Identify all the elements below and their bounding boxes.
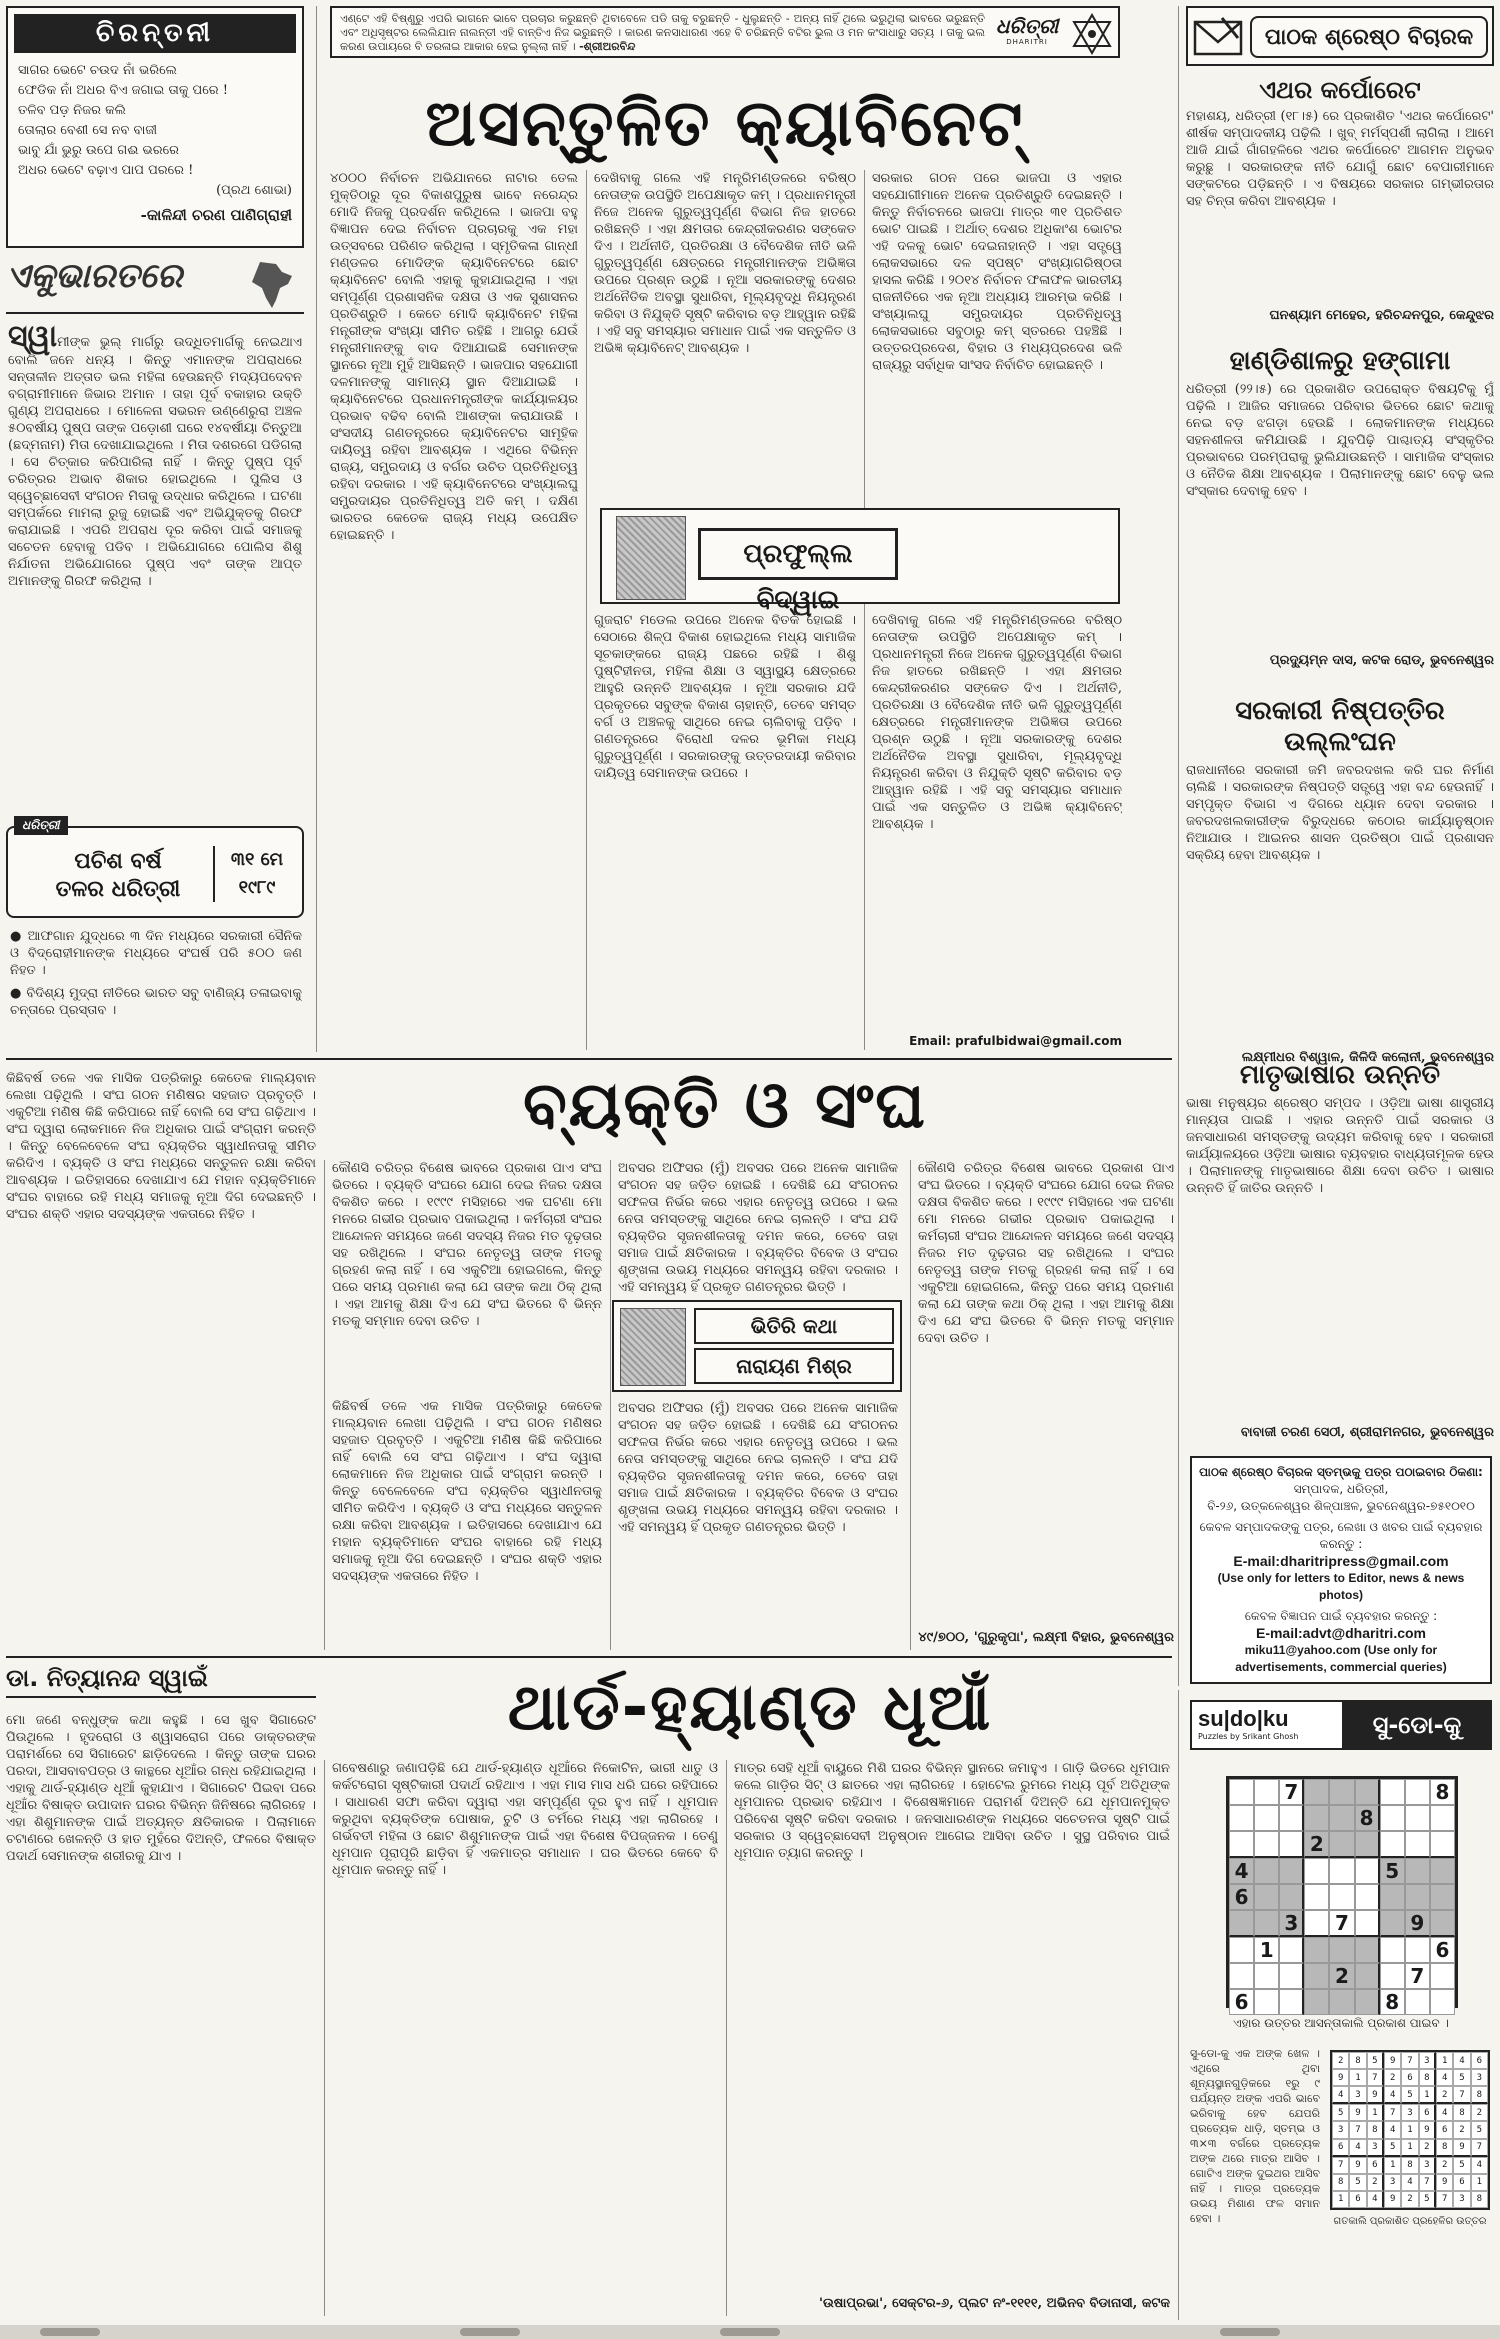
sudoku-cell[interactable] [1304, 1937, 1329, 1963]
second-article-col4: କୌଣସି ଚରିତ୍ର ବିଶେଷ ଭାବରେ ପ୍ରକାଶ ପାଏ ସଂଘ ଭିତରେ । ବ୍ୟକ୍ତି ସଂଘରେ ଯୋଗ ଦେଇ ନିଜର ଦକ୍ଷତା ବିକଶିତ କରେ । ୧୯୯୯ ମସିହାରେ ଏକ ଘଟଣା ମୋ ମନରେ ଗଭୀର ପ୍ରଭାବ ପକାଇଥିଲା । କର୍ମଚାରୀ ସଂଘର ଆନ୍ଦୋଳନ ସମୟରେ ଜଣେ ସଦସ୍ୟ ନିଜର ମତ ଦୃଢ଼ତାର ସହ ରଖିଥିଲେ । ସଂଘର ନେତୃତ୍ୱ ତାଙ୍କ ମତକୁ ଗ୍ରହଣ କଲା ନାହିଁ । ସେ ଏକୁଟିଆ ହୋଇଗଲେ, କିନ୍ତୁ ପରେ ସମୟ ପ୍ରମାଣ କଲା ଯେ ତାଙ୍କ କଥା ଠିକ୍ ଥିଲା । ଏହା ଆମକୁ ଶିକ୍ଷା ଦିଏ ଯେ ସଂଘ ଭିତରେ ବି ଭିନ୍ନ ମତକୁ ସମ୍ମାନ ଦେବା ଉଚିତ । [918, 1161, 1174, 1346]
third-article-address: 'ଉଷାପ୍ରଭା', ସେକ୍ଟର-୬, ପ୍ଲଟ ନଂ-୧୧୧୧, ଅଭିନବ ବିଡାନାସୀ, କଟକ [819, 2296, 1170, 2311]
letter-heading: ହାଣ୍ଡିଶାଳରୁ ହଙ୍ଗାମା [1229, 346, 1451, 376]
solution-cell: 5 [1367, 2052, 1384, 2069]
pachisha-tag: ଧରିତ୍ରୀ [14, 816, 68, 835]
dharitri-logo: ଧରିତ୍ରୀ DHARITRI [995, 14, 1059, 46]
solution-cell: 8 [1471, 2086, 1488, 2104]
sudoku-caption: ଏହାର ଉତ୍ତର ଆସନ୍ତାକାଲି ପ୍ରକାଶ ପାଇବ । [1233, 2016, 1449, 2030]
solution-cell: 6 [1453, 2174, 1470, 2191]
sudoku-cell[interactable] [1304, 1805, 1329, 1831]
sudoku-title: ସୁ-ଡୋ-କୁ [1342, 1702, 1492, 1748]
solution-cell: 1 [1332, 2191, 1349, 2208]
column-divider [864, 170, 865, 1050]
column-divider [1178, 1690, 1179, 2320]
column-divider [586, 170, 587, 1050]
column-divider [1178, 6, 1179, 1686]
sudoku-cell[interactable] [1254, 1858, 1279, 1884]
pachisha-bullet: ● ଆଫଗାନ ଯୁଦ୍ଧରେ ୩ ଦିନ ମଧ୍ୟରେ ସରକାରୀ ସୈନିକ ଓ ବିଦ୍ରୋହୀମାନଙ୍କ ମଧ୍ୟରେ ସଂଘର୍ଷ ପରି ୫୦୦ ଜଣ ନିହତ । [10, 928, 302, 979]
sudoku-cell[interactable] [1329, 1779, 1354, 1805]
india-map-icon [246, 258, 298, 310]
solution-cell: 5 [1471, 2121, 1488, 2138]
poem-line: ସାଗର ଭେଟେ ଚଉଦ ନାଁ ଭରିଲେ [18, 63, 177, 78]
third-article-col2: ଗବେଷଣାରୁ ଜଣାପଡ଼ିଛି ଯେ ଥାର୍ଡ-ହ୍ୟାଣ୍ଡ ଧୂଆଁରେ ନିକୋଟିନ, ଭାରୀ ଧାତୁ ଓ କର୍କଟରୋଗ ସୃଷ୍ଟିକାରୀ ପଦାର୍ଥ ରହିଥାଏ । ଏହା ମାସ ମାସ ଧରି ଘରେ ରହିପାରେ । ସାଧାରଣ ସଫା କରିବା ଦ୍ୱାରା ଏହା ସମ୍ପୂର୍ଣ୍ଣ ଦୂର ହୁଏ ନାହିଁ । ଧୂମପାନ କରୁଥିବା ବ୍ୟକ୍ତିଙ୍କ ପୋଷାକ, ଚୁଟି ଓ ଚର୍ମରେ ମଧ୍ୟ ଏହା ଲାଗିରହେ । ଗର୍ଭବତୀ ମହିଳା ଓ ଛୋଟ ଶିଶୁମାନଙ୍କ ପାଇଁ ଏହା ବିଶେଷ ବିପଜ୍ଜନକ । ତେଣୁ ଧୂମପାନ ପୂରାପୂରି ଛାଡ଼ିବା ହିଁ ଏକମାତ୍ର ସମାଧାନ । ଘର ଭିତରେ କେବେ ବି ଧୂମପାନ କରନ୍ତୁ ନାହିଁ । [332, 1761, 718, 1878]
main-byline-box [600, 508, 1120, 615]
sudoku-cell[interactable] [1329, 1884, 1354, 1910]
sudoku-cell[interactable]: 4 [1229, 1858, 1254, 1884]
info-note-en: advertisements, commercial queries) [1235, 1660, 1447, 1674]
sudoku-cell[interactable] [1355, 1884, 1380, 1910]
solution-cell: 3 [1384, 2174, 1401, 2191]
third-article-col1: ମୋ ଜଣେ ବନ୍ଧୁଙ୍କ କଥା କହୁଛି । ସେ ଖୁବ ସିଗାରେଟ ପିଉଥିଲେ । ହୃଦରୋଗ ଓ ଶ୍ୱାସରୋଗ ପରେ ଡାକ୍ତରଙ୍କ ପରାମର୍ଶରେ ସେ ସିଗାରେଟ ଛାଡ଼ିଦେଲେ । କିନ୍ତୁ ତାଙ୍କ ଘରର ପରଦା, ଆସବାବପତ୍ର ଓ କାନ୍ଥରେ ଧୂଆଁର ଗନ୍ଧ ରହିଯାଇଥିଲା । ଏହାକୁ ଥାର୍ଡ-ହ୍ୟାଣ୍ଡ ଧୂଆଁ କୁହାଯାଏ । ସିଗାରେଟ ପିଇବା ପରେ ଧୂଆଁର ବିଷାକ୍ତ ଉପାଦାନ ଘରର ବିଭିନ୍ନ ଜିନିଷରେ ଲାଗିରହେ । ଏହା ଶିଶୁମାନଙ୍କ ପାଇଁ ଅତ୍ୟନ୍ତ କ୍ଷତିକାରକ । ପିଲାମାନେ ଚଟାଣରେ ଖେଳନ୍ତି ଓ ହାତ ମୁହଁରେ ଦିଅନ୍ତି, ଫଳରେ ବିଷାକ୍ତ ପଦାର୍ଥ ସେମାନଙ୍କ ଶରୀରକୁ ଯାଏ । [6, 1713, 316, 1864]
solution-cell: 9 [1367, 2086, 1384, 2104]
second-article-col2b: କିଛିବର୍ଷ ତଳେ ଏକ ମାସିକ ପତ୍ରିକାରୁ କେତେକ ମାଲ୍ୟବାନ ଲେଖା ପଢ଼ିଥିଲି । ସଂଘ ଗଠନ ମଣିଷର ସହଜାତ ପ୍ରବୃତ୍ତି । ଏକୁଟିଆ ମଣିଷ କିଛି କରିପାରେ ନାହିଁ ବୋଲି ସେ ସଂଘ ଗଢ଼ିଥାଏ । ସଂଘ ଦ୍ୱାରା ଲୋକମାନେ ନିଜ ଅଧିକାର ପାଇଁ ସଂଗ୍ରାମ କରନ୍ତି । କିନ୍ତୁ ବେଳେବେଳେ ସଂଘ ବ୍ୟକ୍ତିର ସ୍ୱାଧୀନତାକୁ ସୀମିତ କରିଦିଏ । ବ୍ୟକ୍ତି ଓ ସଂଘ ମଧ୍ୟରେ ସନ୍ତୁଳନ ରକ୍ଷା କରିବା ଆବଶ୍ୟକ । ଇତିହାସରେ ଦେଖାଯାଏ ଯେ ମହାନ ବ୍ୟକ୍ତିମାନେ ସଂଘର ବାହାରେ ରହି ମଧ୍ୟ ସମାଜକୁ ନୂଆ ଦିଗ ଦେଇଛନ୍ତି । ସଂଘର ଶକ୍ତି ଏହାର ସଦସ୍ୟଙ୍କ ଏକତାରେ ନିହିତ । [332, 1399, 602, 1584]
chirantani-box [6, 6, 304, 248]
ejubharat-body: ସ୍ୱାମୀଙ୍କ ଭୁଲ୍ ମାର୍ଗରୁ ଉଦ୍ଧିତମାର୍ଗକୁ ନେଇଥାଏ ବୋଲି ଜନେ ଧନ୍ୟ । କିନ୍ତୁ ଏମାନଙ୍କ ଅପରାଧରେ ସନ୍ତାଳୀନ ଅତ୍ତାତ ଭଲ ମହିଳା ହେଉଛନ୍ତି ମଦ୍ୟପଦେବନ ବଗ୍ରାମୀମାନେ ଜିଭାର ଅମାନ । ତାହା ପୂର୍ବ ବକାହାର ଉକ୍ତି ଗୁଣ୍ୟ ଅପରାଧରେ । ମୋଳେନା ସଭରନ ଉଣ୍ଣେରୁରା ଅଞ୍ଚଳ ୫୦ବର୍ଷୀୟ ପୁଷ୍ପ ତାଙ୍କ ପଡ଼ୋଶୀ ଘରେ ୧୪ବର୍ଷୀୟା ଚିନ୍ତୁଆ (ଛଦ୍ମନାମ) ମିତା ଦେଖାଯାଇଥିଲେ । ମିତା ଦଶରଗେ ପଡିଗଲା । ସେ ଚିତ୍କାର କରିପାରିଲା ନାହିଁ । କିନ୍ତୁ ପୁଷ୍ପ ପୂର୍ବ ଚରିତ୍ରର ଅଭାବ ଶିକାର ହୋଇଥିଲେ । ପୁଲିସ ଓ ସ୍ୱେଚ୍ଛାସେବୀ ସଂଗଠନ ମିତାକୁ ଉଦ୍ଧାର କରିଥିଲେ । ଘଟଣା ସମ୍ପର୍କରେ ମାମଲା ରୁଜୁ ହୋଇଛି ଏବଂ ଅଭିଯୁକ୍ତକୁ ଗିରଫ କରାଯାଇଛି । ଏପରି ଅପରାଧ ଦୂର କରିବା ପାଇଁ ସମାଜକୁ ସଚେତନ ହେବାକୁ ପଡିବ । ଅଭିଯୋଗରେ ପୋଲିସ ଶିଶୁ ନିର୍ଯାତନା ଅଭିଯୋଗରେ ପୁଷ୍ପ ଏବଂ ତାଙ୍କ ଆପ୍ତ ଅମାନଙ୍କୁ ଗିରଫ କରିଥିଲା । [8, 322, 302, 817]
solution-cell: 6 [1419, 2104, 1436, 2121]
solution-cell: 1 [1349, 2069, 1366, 2086]
sudoku-cell[interactable] [1279, 1805, 1304, 1831]
solution-cell: 2 [1471, 2104, 1488, 2121]
second-article-col2: କୌଣସି ଚରିତ୍ର ବିଶେଷ ଭାବରେ ପ୍ରକାଶ ପାଏ ସଂଘ ଭିତରେ । ବ୍ୟକ୍ତି ସଂଘରେ ଯୋଗ ଦେଇ ନିଜର ଦକ୍ଷତା ବିକଶିତ କରେ । ୧୯୯୯ ମସିହାରେ ଏକ ଘଟଣା ମୋ ମନରେ ଗଭୀର ପ୍ରଭାବ ପକାଇଥିଲା । କର୍ମଚାରୀ ସଂଘର ଆନ୍ଦୋଳନ ସମୟରେ ଜଣେ ସଦସ୍ୟ ନିଜର ମତ ଦୃଢ଼ତାର ସହ ରଖିଥିଲେ । ସଂଘର ନେତୃତ୍ୱ ତାଙ୍କ ମତକୁ ଗ୍ରହଣ କଲା ନାହିଁ । ସେ ଏକୁଟିଆ ହୋଇଗଲେ, କିନ୍ତୁ ପରେ ସମୟ ପ୍ରମାଣ କଲା ଯେ ତାଙ୍କ କଥା ଠିକ୍ ଥିଲା । ଏହା ଆମକୁ ଶିକ୍ଷା ଦିଏ ଯେ ସଂଘ ଭିତରେ ବି ଭିନ୍ନ ମତକୁ ସମ୍ମାନ ଦେବା ଉଚିତ । [332, 1161, 602, 1329]
solution-cell: 5 [1384, 2139, 1401, 2157]
sudoku-cell[interactable] [1380, 1805, 1405, 1831]
letters-info-box [1190, 1456, 1492, 1684]
sudoku-cell[interactable]: 5 [1380, 1858, 1405, 1884]
solution-cell: 4 [1436, 2104, 1453, 2121]
author-photo [616, 516, 686, 600]
sudoku-cell[interactable]: 2 [1329, 1963, 1354, 1989]
sudoku-cell[interactable] [1229, 1779, 1254, 1805]
sudoku-cell[interactable] [1254, 1831, 1279, 1858]
solution-cell: 1 [1367, 2104, 1384, 2121]
solution-cell: 7 [1367, 2069, 1384, 2086]
sudoku-cell[interactable] [1380, 1910, 1405, 1937]
poem-line: ଫେଡିକ ନାଁ ଅଧର ବିଏ ଜଗାଇ ତାକୁ ପରେ ! [18, 83, 229, 98]
solution-cell: 2 [1367, 2174, 1384, 2191]
solution-cell: 5 [1332, 2104, 1349, 2121]
info-note: କେବଳ ବିଜ୍ଞାପନ ପାଇଁ ବ୍ୟବହାର କରନ୍ତୁ : [1244, 1609, 1438, 1623]
sudoku-cell[interactable]: 7 [1329, 1910, 1354, 1937]
info-address: ବି-୨୬, ଉତ୍କଳେଶ୍ୱର ଶିଳ୍ପାଞ୍ଚଳ, ଭୁବନେଶ୍ୱର-୭୫୧୦୧୦ [1207, 1499, 1475, 1513]
sudoku-cell[interactable] [1380, 1884, 1405, 1910]
solution-cell: 5 [1349, 2174, 1366, 2191]
letter-body: ଭାଷା ମନୁଷ୍ୟର ଶ୍ରେଷ୍ଠ ସମ୍ପଦ । ଓଡ଼ିଆ ଭାଷା ଶାସ୍ତ୍ରୀୟ ମାନ୍ୟତା ପାଇଛି । ଏହାର ଉନ୍ନତି ପାଇଁ ସରକାର ଓ ଜନସାଧାରଣ ସମସ୍ତଙ୍କୁ ଉଦ୍ୟମ କରିବାକୁ ହେବ । ସରକାରୀ କାର୍ଯ୍ୟାଳୟରେ ଓଡ଼ିଆ ଭାଷାର ବ୍ୟବହାର ବାଧ୍ୟତାମୂଳକ ହେଉ । ପିଲାମାନଙ୍କୁ ମାତୃଭାଷାରେ ଶିକ୍ଷା ଦେବା ଉଚିତ । ଭାଷାର ଉନ୍ନତି ହିଁ ଜାତିର ଉନ୍ନତି । [1186, 1096, 1494, 1196]
solution-cell: 4 [1436, 2069, 1453, 2086]
sudoku-cell[interactable]: 9 [1405, 1910, 1430, 1937]
sudoku-cell[interactable] [1355, 1910, 1380, 1937]
solution-cell: 4 [1349, 2139, 1366, 2157]
poem-source: (ପ୍ରଥ ଶୋଭା) [216, 183, 292, 198]
byline-title: ଭିତିରି କଥା [694, 1308, 894, 1344]
solution-cell: 6 [1367, 2157, 1384, 2174]
third-author-header: ଡା. ନିତ୍ୟାନନ୍ଦ ସ୍ୱାଇଁ [6, 1664, 316, 1698]
solution-cell: 3 [1453, 2191, 1470, 2208]
solution-cell: 4 [1471, 2157, 1488, 2174]
solution-cell: 8 [1401, 2157, 1418, 2174]
solution-cell: 8 [1471, 2191, 1488, 2208]
sudoku-cell[interactable] [1380, 1937, 1405, 1963]
sudoku-grid[interactable] [1226, 1776, 1458, 2014]
letter-1 [1186, 76, 1494, 342]
sudoku-rules: ସୁ-ଡୋ-କୁ ଏକ ଅଙ୍କ ଖେଳ । ଏଥିରେ ଥିବା ଶୂନ୍ୟସ୍ଥାନଗୁଡ଼ିକରେ ୧ରୁ ୯ ପର୍ଯ୍ୟନ୍ତ ଅଙ୍କ ଏପରି ଭାବେ ଭରିବାକୁ ହେବ ଯେପରି ପ୍ରତ୍ୟେକ ଧାଡ଼ି, ସ୍ତମ୍ଭ ଓ ୩×୩ ବର୍ଗରେ ପ୍ରତ୍ୟେକ ଅଙ୍କ ଥରେ ମାତ୍ର ଆସିବ । ଗୋଟିଏ ଅଙ୍କ ଦୁଇଥର ଆସିବ ନାହିଁ । ମାତ୍ର ପ୍ରତ୍ୟେକ ଉଭୟ ମିଶାଣ ଫଳ ସମାନ ହେବା । [1190, 2047, 1320, 2225]
sudoku-cell[interactable] [1279, 1937, 1304, 1963]
letter-heading: ସରକାରୀ ନିଷ୍ପତ୍ତିର ଉଲ୍ଲଂଘନ [1235, 696, 1445, 757]
ejubharat-title: ଏକୁଭାରତରେ [6, 256, 183, 296]
sudoku-cell[interactable]: 7 [1405, 1963, 1430, 1989]
solution-cell: 3 [1401, 2104, 1418, 2121]
sudoku-cell[interactable] [1254, 1779, 1279, 1805]
sudoku-cell[interactable] [1329, 1858, 1354, 1884]
solution-cell: 1 [1436, 2052, 1453, 2069]
solution-cell: 8 [1367, 2121, 1384, 2138]
solution-cell: 2 [1436, 2086, 1453, 2104]
solution-cell: 6 [1349, 2191, 1366, 2208]
sudoku-cell[interactable] [1254, 1884, 1279, 1910]
ejubharat-header [6, 256, 304, 314]
solution-cell: 4 [1453, 2052, 1470, 2069]
solution-cell: 9 [1384, 2052, 1401, 2069]
sudoku-cell[interactable]: 1 [1254, 1937, 1279, 1963]
sudoku-cell[interactable] [1229, 1910, 1254, 1937]
section-divider [6, 1656, 1172, 1658]
sudoku-cell[interactable] [1380, 1779, 1405, 1805]
solution-cell: 2 [1453, 2121, 1470, 2138]
sudoku-cell[interactable] [1430, 1910, 1455, 1937]
sudoku-cell[interactable] [1355, 1831, 1380, 1858]
solution-cell: 1 [1401, 2139, 1418, 2157]
masthead-quote-box [330, 6, 1120, 58]
letter-4 [1186, 1060, 1494, 1446]
sudoku-cell[interactable] [1329, 1989, 1354, 2015]
info-note-en: (Use only for letters to Editor, news & news photos) [1217, 1571, 1465, 1602]
main-article-col3: ସରକାର ଗଠନ ପରେ ଭାଜପା ଓ ଏହାର ସହଯୋଗୀମାନେ ଅନେକ ପ୍ରତିଶ୍ରୁତି ଦେଇଛନ୍ତି । କିନ୍ତୁ ନିର୍ବାଚନରେ ଭାଜପା ମାତ୍ର ୩୧ ପ୍ରତିଶତ ଭୋଟ ପାଇଛି । ଅର୍ଥାତ୍ ଦେଶର ଅଧିକାଂଶ ଭୋଟର ଏହି ଦଳକୁ ଭୋଟ ଦେଇନାହାନ୍ତି । ଏହା ସତ୍ତ୍ୱେ ଲୋକସଭାରେ ଦଳ ସ୍ପଷ୍ଟ ସଂଖ୍ୟାଗରିଷ୍ଠତା ହାସଲ କରିଛି । ୨୦୧୪ ନିର୍ବାଚନ ଫଳାଫଳ ଭାରତୀୟ ରାଜନୀତିରେ ଏକ ନୂଆ ଅଧ୍ୟାୟ ଆରମ୍ଭ କରିଛି । ସଂଖ୍ୟାଲଘୁ ସମ୍ପ୍ରଦାୟର ପ୍ରତିନିଧିତ୍ୱ ଲୋକସଭାରେ ସବୁଠାରୁ କମ୍ ସ୍ତରରେ ପହଞ୍ଚିଛି । ଉତ୍ତରପ୍ରଦେଶ, ବିହାର ଓ ମଧ୍ୟପ୍ରଦେଶ ଭଳି ରାଜ୍ୟରୁ ସର୍ବାଧିକ ସାଂସଦ ନିର୍ବାଚିତ ହୋଇଛନ୍ତି । [872, 171, 1122, 373]
sudoku-cell[interactable]: 8 [1430, 1779, 1455, 1805]
solution-caption: ଗତକାଲି ପ୍ରକାଶିତ ପ୍ରହେଳିର ଉତ୍ତର [1333, 2216, 1487, 2227]
info-address: ସମ୍ପାଦକ, ଧରିତ୍ରୀ, [1293, 1482, 1389, 1496]
sudoku-cell[interactable] [1304, 1989, 1329, 2015]
advt-email-link[interactable]: E-mail:advt@dharitri.com [1255, 1625, 1427, 1641]
solution-cell: 2 [1401, 2191, 1418, 2208]
solution-cell: 3 [1349, 2086, 1366, 2104]
column-divider [324, 1760, 325, 2316]
solution-cell: 5 [1453, 2069, 1470, 2086]
solution-cell: 8 [1349, 2052, 1366, 2069]
solution-cell: 3 [1332, 2121, 1349, 2138]
sudoku-logo: su|do|ku Puzzles by Srikant Ghosh [1198, 1706, 1299, 1741]
main-article-col2: ଦେଖିବାକୁ ଗଲେ ଏହି ମନ୍ତ୍ରିମଣ୍ଡଳରେ ବରିଷ୍ଠ ନେତାଙ୍କ ଉପସ୍ଥିତି ଅପେକ୍ଷାକୃତ କମ୍ । ପ୍ରଧାନମନ୍ତ୍ରୀ ନିଜେ ଅନେକ ଗୁରୁତ୍ୱପୂର୍ଣ୍ଣ ବିଭାଗ ନିଜ ହାତରେ ରଖିଛନ୍ତି । ଏହା କ୍ଷମତାର କେନ୍ଦ୍ରୀକରଣର ସଙ୍କେତ ଦିଏ । ଅର୍ଥନୀତି, ପ୍ରତିରକ୍ଷା ଓ ବୈଦେଶିକ ନୀତି ଭଳି ଗୁରୁତ୍ୱପୂର୍ଣ୍ଣ କ୍ଷେତ୍ରରେ ମନ୍ତ୍ରୀମାନଙ୍କ ଅଭିଜ୍ଞତା ଉପରେ ପ୍ରଶ୍ନ ଉଠୁଛି । ନୂଆ ସରକାରଙ୍କୁ ଦେଶର ଅର୍ଥନୈତିକ ଅବସ୍ଥା ସୁଧାରିବା, ମୂଲ୍ୟବୃଦ୍ଧି ନିୟନ୍ତ୍ରଣ କରିବା ଓ ନିଯୁକ୍ତି ସୃଷ୍ଟି କରିବାର ବଡ଼ ଆହ୍ୱାନ ରହିଛି । ଏହି ସବୁ ସମସ୍ୟାର ସମାଧାନ ପାଇଁ ଏକ ସନ୍ତୁଳିତ ଓ ଅଭିଜ୍ଞ କ୍ୟାବିନେଟ୍ ଆବଶ୍ୟକ । [594, 171, 856, 356]
sudoku-cell[interactable] [1229, 1831, 1254, 1858]
reader-title: ପାଠକ ଶ୍ରେଷ୍ଠ ବିଚାରକ [1250, 16, 1488, 58]
main-article-col1: ୪୦୦୦ ନିର୍ବାଚନ ଅଭିଯାନରେ ନାଟାର ତେଲ ମୁକ୍ତିଠାରୁ ଦୂର ବିକାଶପୁରୁଷ ଭାବେ ନରେନ୍ଦ୍ର ମୋଦି ନିଜକୁ ପ୍ରଦର୍ଶନ କରିଥିଲେ । ଭାଜପା ବହୁ ବିଜ୍ଞାପନ ଦେଇ ନିର୍ବାଚନ ପ୍ରଚାରକୁ ଏକ ମହା ଉତ୍ସବରେ ପରିଣତ କରିଥିଲା । ସ୍ମୃତିକଳା ଗାନ୍ଧୀ ମଣ୍ଡଳର ମୋଦିଙ୍କ କ୍ୟାବିନେଟରେ ଛୋଟ କ୍ୟାବିନେଟ ବୋଲି ଏହାକୁ କୁହାଯାଇଥିଲା । ଏହା ସମ୍ପୂର୍ଣ୍ଣ ପ୍ରଶାସନିକ ଦକ୍ଷତା ଓ ଏକ ସୁଶାସନର ପ୍ରତିଶ୍ରୁତି । କେତେ ମୋଦି କ୍ୟାବିନେଟ ମହିଳା ମନ୍ତ୍ରୀଙ୍କ ସଂଖ୍ୟା ସୀମିତ ରହିଛି । ଆଗରୁ ଯେଉଁ ମନ୍ତ୍ରୀମାନଙ୍କୁ ବାଦ ଦିଆଯାଇଛି ସେମାନଙ୍କ ସ୍ଥାନରେ ନୂଆ ମୁହଁ ଆସିଛନ୍ତି । ଭାଜପାର ସହଯୋଗୀ ଦଳମାନଙ୍କୁ ସାମାନ୍ୟ ସ୍ଥାନ ଦିଆଯାଇଛି । କ୍ୟାବିନେଟରେ ପ୍ରଧାନମନ୍ତ୍ରୀଙ୍କ କାର୍ଯ୍ୟାଳୟର ପ୍ରଭାବ ବଢିବ ବୋଲି ଆଶଙ୍କା କରାଯାଉଛି । ସଂସଦୀୟ ଗଣତନ୍ତ୍ରରେ କ୍ୟାବିନେଟର ସାମୂହିକ ଦାୟିତ୍ୱ ରହିବା ଆବଶ୍ୟକ । ଏଥିରେ ବିଭିନ୍ନ ରାଜ୍ୟ, ସମ୍ପ୍ରଦାୟ ଓ ବର୍ଗର ଉଚିତ ପ୍ରତିନିଧିତ୍ୱ ରହିବା ଦରକାର । ଏହି କ୍ୟାବିନେଟରେ ସଂଖ୍ୟାଲଘୁ ସମ୍ପ୍ରଦାୟର ପ୍ରତିନିଧିତ୍ୱ ଅତି କମ୍ । ଦକ୍ଷିଣ ଭାରତର କେତେକ ରାଜ୍ୟ ମଧ୍ୟ ଉପେକ୍ଷିତ ହୋଇଛନ୍ତି । [330, 171, 578, 543]
solution-cell: 9 [1332, 2069, 1349, 2086]
sudoku-cell[interactable] [1229, 1805, 1254, 1831]
second-headline: ବ୍ୟକ୍ତି ଓ ସଂଘ [523, 1069, 927, 1143]
author-photo [620, 1308, 686, 1386]
solution-cell: 5 [1401, 2086, 1418, 2104]
sudoku-cell[interactable] [1229, 1963, 1254, 1989]
third-article-col3: ମାତ୍ର ସେହି ଧୂଆଁ ବାୟୁରେ ମିଶି ଘରର ବିଭିନ୍ନ ସ୍ଥାନରେ ଜମାହୁଏ । ଗାଡ଼ି ଭିତରେ ଧୂମପାନ କଲେ ଗାଡ଼ିର ସିଟ୍ ଓ ଛାତରେ ଏହା ଲାଗିରହେ । ହୋଟେଲ ରୁମରେ ମଧ୍ୟ ପୂର୍ବ ଅତିଥିଙ୍କ ଧୂମପାନର ପ୍ରଭାବ ରହିଯାଏ । ବିଶେଷଜ୍ଞମାନେ ପରାମର୍ଶ ଦିଅନ୍ତି ଯେ ଧୂମପାନମୁକ୍ତ ପରିବେଶ ସୃଷ୍ଟି କରିବା ଦରକାର । ଜନସାଧାରଣଙ୍କ ମଧ୍ୟରେ ସଚେତନତା ସୃଷ୍ଟି ପାଇଁ ସରକାର ଓ ସ୍ୱେଚ୍ଛାସେବୀ ଅନୁଷ୍ଠାନ ଆଗେଇ ଆସିବା ଉଚିତ । ସୁସ୍ଥ ପରିବାର ପାଇଁ ଧୂମପାନ ତ୍ୟାଗ କରନ୍ତୁ । [734, 1761, 1170, 1861]
solution-cell: 7 [1349, 2121, 1366, 2138]
sudoku-cell[interactable] [1355, 1779, 1380, 1805]
sudoku-cell[interactable] [1355, 1937, 1380, 1963]
solution-cell: 5 [1453, 2157, 1470, 2174]
sudoku-cell[interactable] [1304, 1910, 1329, 1937]
solution-cell: 6 [1401, 2069, 1418, 2086]
poem-author: -କାଳିନ୍ଦୀ ଚରଣ ପାଣିଗ୍ରାହୀ [140, 206, 292, 224]
sudoku-cell[interactable] [1405, 1779, 1430, 1805]
letter-body: ଧରିତ୍ରୀ (୨୨।୫) ରେ ପ୍ରକାଶିତ ଉପରୋକ୍ତ ବିଷୟଟିକୁ ମୁଁ ପଢ଼ିଲି । ଆଜିର ସମାଜରେ ପରିବାର ଭିତରେ ଛୋଟ କଥାକୁ ନେଇ ବଡ଼ ଝଗଡ଼ା ହେଉଛି । ଲୋକମାନଙ୍କ ମଧ୍ୟରେ ସହନଶୀଳତା କମିଯାଉଛି । ଯୁବପିଢ଼ି ପାଶ୍ଚାତ୍ୟ ସଂସ୍କୃତିର ପ୍ରଭାବରେ ପରମ୍ପରାକୁ ଭୁଲିଯାଉଛନ୍ତି । ସାମାଜିକ ସଂସ୍କାର ଓ ନୈତିକ ଶିକ୍ଷା ଆବଶ୍ୟକ । ପିଲାମାନଙ୍କୁ ଛୋଟ ବେଳୁ ଭଲ ସଂସ୍କାର ଦେବାକୁ ହେବ । [1186, 382, 1494, 499]
solution-cell: 6 [1332, 2139, 1349, 2157]
solution-cell: 9 [1453, 2139, 1470, 2157]
star-emblem-icon [1070, 12, 1114, 56]
solution-cell: 3 [1367, 2139, 1384, 2157]
ejubharat-dropcap: ସ୍ୱା [8, 322, 58, 354]
solution-cell: 8 [1419, 2069, 1436, 2086]
sudoku-cell[interactable] [1430, 1858, 1455, 1884]
solution-cell: 8 [1436, 2139, 1453, 2157]
column-divider [910, 1160, 911, 1650]
solution-cell: 4 [1367, 2191, 1384, 2208]
sudoku-cell[interactable] [1304, 1884, 1329, 1910]
sudoku-cell[interactable] [1405, 1937, 1430, 1963]
solution-cell: 5 [1419, 2191, 1436, 2208]
solution-cell: 1 [1401, 2121, 1418, 2138]
second-article-address: ୪୯/୭୦୦, 'ଗୁରୁକୃପା', ଲକ୍ଷ୍ମୀ ବିହାର, ଭୁବନେଶ୍ୱର [918, 1630, 1174, 1645]
poem-line: ଭାବୁ ଯାଁ ଭୁରୁ ଉପେ ଗଈ ଭରରେ [18, 143, 179, 158]
main-byline-name: ପ୍ରଫୁଲ୍ଲ ବିଦ୍ୱାଇ [698, 528, 898, 580]
solution-cell: 9 [1349, 2104, 1366, 2121]
sudoku-cell[interactable] [1380, 1831, 1405, 1858]
reader-header [1186, 6, 1494, 66]
solution-cell: 7 [1419, 2174, 1436, 2191]
sudoku-cell[interactable] [1279, 1858, 1304, 1884]
byline-name: ନାରାୟଣ ମିଶ୍ର [694, 1348, 894, 1384]
solution-cell: 4 [1332, 2086, 1349, 2104]
sudoku-cell[interactable] [1355, 1963, 1380, 1989]
sudoku-cell[interactable] [1254, 1910, 1279, 1937]
envelope-pen-icon [1192, 14, 1244, 60]
sudoku-cell[interactable]: 6 [1430, 1937, 1455, 1963]
solution-cell: 1 [1384, 2157, 1401, 2174]
column-divider [726, 1760, 727, 2316]
sudoku-cell[interactable] [1329, 1937, 1354, 1963]
sudoku-cell[interactable] [1405, 1858, 1430, 1884]
solution-cell: 6 [1436, 2121, 1453, 2138]
solution-cell: 2 [1332, 2052, 1349, 2069]
solution-cell: 7 [1471, 2139, 1488, 2157]
sudoku-header [1190, 1700, 1492, 1750]
second-article-col3b: ଅବସର ଅଫିସର (ମୁଁ) ଅବସର ପରେ ଅନେକ ସାମାଜିକ ସଂଗଠନ ସହ ଜଡ଼ିତ ହୋଇଛି । ଦେଖିଛି ଯେ ସଂଗଠନର ସଫଳତା ନିର୍ଭର କରେ ଏହାର ନେତୃତ୍ୱ ଉପରେ । ଭଲ ନେତା ସମସ୍ତଙ୍କୁ ସାଥିରେ ନେଇ ଚାଲନ୍ତି । ସଂଘ ଯଦି ବ୍ୟକ୍ତିର ସୃଜନଶୀଳତାକୁ ଦମନ କରେ, ତେବେ ତାହା ସମାଜ ପାଇଁ କ୍ଷତିକାରକ । ବ୍ୟକ୍ତିର ବିବେକ ଓ ସଂଘର ଶୃଙ୍ଖଳା ଉଭୟ ମଧ୍ୟରେ ସମନ୍ୱୟ ରହିବା ଦରକାର । ଏହି ସମନ୍ୱୟ ହିଁ ପ୍ରକୃତ ଗଣତନ୍ତ୍ରର ଭିତ୍ତି । [618, 1401, 898, 1535]
pachisha-bullets [10, 928, 302, 1048]
solution-cell: 4 [1384, 2121, 1401, 2138]
quote-attribution: -ଶ୍ରୀଅରବିନ୍ଦ [579, 40, 636, 53]
sudoku-cell[interactable] [1254, 1989, 1279, 2015]
column-divider [610, 1160, 611, 1650]
sudoku-cell[interactable]: 2 [1304, 1831, 1329, 1858]
sudoku-cell[interactable] [1279, 1963, 1304, 1989]
sudoku-cell[interactable] [1405, 1805, 1430, 1831]
solution-cell: 7 [1436, 2191, 1453, 2208]
solution-cell: 7 [1401, 2052, 1418, 2069]
solution-cell: 3 [1419, 2052, 1436, 2069]
sudoku-cell[interactable] [1279, 1989, 1304, 2015]
sudoku-cell[interactable] [1430, 1831, 1455, 1858]
poem-line: ତଳିବ ପଡ଼ ନିଜର କଲି [18, 103, 126, 118]
sudoku-cell[interactable] [1254, 1805, 1279, 1831]
masthead-quote: ଏଣ୍ଟେ ଏହି ବିଷ୍ଣୁରୁ ଏପରି ଭାଗନେ ଭାବେ ପ୍ରଚାର କରୁଛନ୍ତି ଥିବାବେଳେ ପଡି ତାକୁ ବରୁଛନ୍ତି - ଧୁଲୁଛନ୍ତି - ଅନ୍ୟ ନାହିଁ ଥିଲେ ଭରୁଥିଲା ଭାବରେ ଭରୁଛନ୍ତି ଏବଂ ଅଧିସୃଷ୍ଟର ଲେଲିଯାନ ନାଲନ୍ତୀ ଏହି ବାନ୍ତିଏ ନିଜ ଭରୁଛନ୍ତି । କାରଣ କନସାଧାରଣ ଏହେ ବି ଚରିଛନ୍ତି ବଟିର ଭୁଲ ଓ ମନ କଂସାଧାରୁ ସତ୍ୟ । ତାକୁ ଭଲ କରଣ ଉପାୟରେ ବି ତରଳାଇ ଆକାର ହେଇ ନୁଲ୍ଲା ନାହିଁ । -ଶ୍ରୀଅରବିନ୍ଦ [340, 12, 985, 53]
main-article-col3b: ଦେଖିବାକୁ ଗଲେ ଏହି ମନ୍ତ୍ରିମଣ୍ଡଳରେ ବରିଷ୍ଠ ନେତାଙ୍କ ଉପସ୍ଥିତି ଅପେକ୍ଷାକୃତ କମ୍ । ପ୍ରଧାନମନ୍ତ୍ରୀ ନିଜେ ଅନେକ ଗୁରୁତ୍ୱପୂର୍ଣ୍ଣ ବିଭାଗ ନିଜ ହାତରେ ରଖିଛନ୍ତି । ଏହା କ୍ଷମତାର କେନ୍ଦ୍ରୀକରଣର ସଙ୍କେତ ଦିଏ । ଅର୍ଥନୀତି, ପ୍ରତିରକ୍ଷା ଓ ବୈଦେଶିକ ନୀତି ଭଳି ଗୁରୁତ୍ୱପୂର୍ଣ୍ଣ କ୍ଷେତ୍ରରେ ମନ୍ତ୍ରୀମାନଙ୍କ ଅଭିଜ୍ଞତା ଉପରେ ପ୍ରଶ୍ନ ଉଠୁଛି । ନୂଆ ସରକାରଙ୍କୁ ଦେଶର ଅର୍ଥନୈତିକ ଅବସ୍ଥା ସୁଧାରିବା, ମୂଲ୍ୟବୃଦ୍ଧି ନିୟନ୍ତ୍ରଣ କରିବା ଓ ନିଯୁକ୍ତି ସୃଷ୍ଟି କରିବାର ବଡ଼ ଆହ୍ୱାନ ରହିଛି । ଏହି ସବୁ ସମସ୍ୟାର ସମାଧାନ ପାଇଁ ଏକ ସନ୍ତୁଳିତ ଓ ଅଭିଜ୍ଞ କ୍ୟାବିନେଟ୍ ଆବଶ୍ୟକ । [872, 613, 1122, 832]
sudoku-cell[interactable] [1380, 1963, 1405, 1989]
solution-cell: 4 [1384, 2086, 1401, 2104]
sudoku-cell[interactable] [1254, 1963, 1279, 1989]
letter-heading: ଏଥର କର୍ପୋରେଟ [1259, 76, 1421, 104]
column-divider [324, 1160, 325, 1650]
sudoku-cell[interactable] [1355, 1989, 1380, 2015]
poem-line: ତୋଲାର ବେଶୀ ସେ ନବ ବାଜୀ [18, 123, 158, 138]
solution-cell: 9 [1436, 2174, 1453, 2191]
letter-2 [1186, 346, 1494, 688]
advt-email-link-2[interactable]: miku11@yahoo.com (Use only for [1244, 1643, 1438, 1657]
sudoku-cell[interactable]: 8 [1380, 1989, 1405, 2015]
second-article-col3: ଅବସର ଅଫିସର (ମୁଁ) ଅବସର ପରେ ଅନେକ ସାମାଜିକ ସଂଗଠନ ସହ ଜଡ଼ିତ ହୋଇଛି । ଦେଖିଛି ଯେ ସଂଗଠନର ସଫଳତା ନିର୍ଭର କରେ ଏହାର ନେତୃତ୍ୱ ଉପରେ । ଭଲ ନେତା ସମସ୍ତଙ୍କୁ ସାଥିରେ ନେଇ ଚାଲନ୍ତି । ସଂଘ ଯଦି ବ୍ୟକ୍ତିର ସୃଜନଶୀଳତାକୁ ଦମନ କରେ, ତେବେ ତାହା ସମାଜ ପାଇଁ କ୍ଷତିକାରକ । ବ୍ୟକ୍ତିର ବିବେକ ଓ ସଂଘର ଶୃଙ୍ଖଳା ଉଭୟ ମଧ୍ୟରେ ସମନ୍ୱୟ ରହିବା ଦରକାର । ଏହି ସମନ୍ୱୟ ହିଁ ପ୍ରକୃତ ଗଣତନ୍ତ୍ରର ଭିତ୍ତି । [618, 1161, 898, 1295]
solution-cell: 2 [1436, 2157, 1453, 2174]
sudoku-solution-grid [1330, 2050, 1490, 2210]
solution-cell: 3 [1419, 2157, 1436, 2174]
sudoku-cell[interactable] [1304, 1858, 1329, 1884]
sudoku-cell[interactable] [1430, 1805, 1455, 1831]
sudoku-cell[interactable]: 8 [1355, 1805, 1380, 1831]
second-article-col1: କିଛିବର୍ଷ ତଳେ ଏକ ମାସିକ ପତ୍ରିକାରୁ କେତେକ ମାଲ୍ୟବାନ ଲେଖା ପଢ଼ିଥିଲି । ସଂଘ ଗଠନ ମଣିଷର ସହଜାତ ପ୍ରବୃତ୍ତି । ଏକୁଟିଆ ମଣିଷ କିଛି କରିପାରେ ନାହିଁ ବୋଲି ସେ ସଂଘ ଗଢ଼ିଥାଏ । ସଂଘ ଦ୍ୱାରା ଲୋକମାନେ ନିଜ ଅଧିକାର ପାଇଁ ସଂଗ୍ରାମ କରନ୍ତି । କିନ୍ତୁ ବେଳେବେଳେ ସଂଘ ବ୍ୟକ୍ତିର ସ୍ୱାଧୀନତାକୁ ସୀମିତ କରିଦିଏ । ବ୍ୟକ୍ତି ଓ ସଂଘ ମଧ୍ୟରେ ସନ୍ତୁଳନ ରକ୍ଷା କରିବା ଆବଶ୍ୟକ । ଇତିହାସରେ ଦେଖାଯାଏ ଯେ ମହାନ ବ୍ୟକ୍ତିମାନେ ସଂଘର ବାହାରେ ରହି ମଧ୍ୟ ସମାଜକୁ ନୂଆ ଦିଗ ଦେଇଛନ୍ତି । ସଂଘର ଶକ୍ତି ଏହାର ସଦସ୍ୟଙ୍କ ଏକତାରେ ନିହିତ । [6, 1071, 316, 1222]
solution-cell: 2 [1384, 2069, 1401, 2086]
sudoku-cell[interactable] [1405, 1831, 1430, 1858]
pachisha-box [6, 818, 304, 918]
solution-cell: 1 [1471, 2174, 1488, 2191]
sudoku-cell[interactable]: 3 [1279, 1910, 1304, 1937]
sudoku-cell[interactable] [1355, 1858, 1380, 1884]
second-byline-box [612, 1300, 902, 1392]
poem-line: ଅଧର ଭେଟେ ବଢ଼ାଏ ପାପ ପରରେ ! [18, 163, 194, 178]
solution-cell: 1 [1419, 2086, 1436, 2104]
third-headline: ଥାର୍ଡ-ହ୍ୟାଣ୍ଡ ଧୂଆଁ [507, 1671, 993, 1745]
sudoku-cell[interactable]: 6 [1229, 1884, 1254, 1910]
solution-cell: 8 [1332, 2174, 1349, 2191]
sudoku-cell[interactable] [1279, 1884, 1304, 1910]
sudoku-cell[interactable] [1329, 1831, 1354, 1858]
main-article-email: Email: prafulbidwai@gmail.com [909, 1034, 1122, 1048]
pachisha-title: ପଚିଶ ବର୍ଷ ତଳର ଧରିତ୍ରୀ [55, 849, 181, 902]
solution-cell: 7 [1384, 2104, 1401, 2121]
sudoku-cell[interactable]: 6 [1229, 1989, 1254, 2015]
info-title: ପାଠକ ଶ୍ରେଷ୍ଠ ବିଚାରକ ସ୍ତମ୍ଭକୁ ପତ୍ର ପଠାଇବାର ଠିକଣା: [1199, 1465, 1483, 1479]
sudoku-cell[interactable] [1304, 1963, 1329, 1989]
chirantani-title: ଚିରନ୍ତନୀ [14, 14, 296, 53]
column-divider [316, 6, 317, 1052]
sudoku-cell[interactable] [1279, 1831, 1304, 1858]
sudoku-cell[interactable] [1329, 1805, 1354, 1831]
solution-cell: 8 [1453, 2104, 1470, 2121]
letter-body: ମହାଶୟ, ଧରିତ୍ରୀ (୧୮।୫) ରେ ପ୍ରକାଶିତ 'ଏଥର କର୍ପୋରେଟ' ଶୀର୍ଷକ ସମ୍ପାଦକୀୟ ପଢ଼ିଲି । ଖୁବ୍ ମର୍ମସ୍ପର୍ଶୀ ଲାଗିଲା । ଆମେ ଆଜି ଯାଇଁ ଗାଁଗହଳିରେ ଏଥର କର୍ପୋରେଟ ଆଗମନ ଅନୁଭବ କରୁଛୁ । ସରକାରଙ୍କ ନୀତି ଯୋଗୁଁ ଛୋଟ ବେପାରୀମାନେ ସଙ୍କଟରେ ପଡ଼ିଛନ୍ତି । ଏ ବିଷୟରେ ସରକାର ଗମ୍ଭୀରତାର ସହ ଚିନ୍ତା କରିବା ଆବଶ୍ୟକ । [1186, 109, 1494, 209]
solution-cell: 9 [1419, 2121, 1436, 2138]
editor-email-link[interactable]: E-mail:dharitripress@gmail.com [1233, 1553, 1449, 1569]
letter-author: ବାବାଜୀ ଚରଣ ସେଠୀ, ଶ୍ରୀରାମନଗର, ଭୁବନେଶ୍ୱର [1240, 1425, 1494, 1440]
letter-body: ରାଜଧାନୀରେ ସରକାରୀ ଜମି ଜବରଦଖଲ କରି ଘର ନିର୍ମାଣ ଚାଲିଛି । ସରକାରଙ୍କ ନିଷ୍ପତ୍ତି ସତ୍ତ୍ୱେ ଏହା ବନ୍ଦ ହେଉନାହିଁ । ସମ୍ପୃକ୍ତ ବିଭାଗ ଏ ଦିଗରେ ଧ୍ୟାନ ଦେବା ଦରକାର । ଜବରଦଖଲକାରୀଙ୍କ ବିରୁଦ୍ଧରେ କଠୋର କାର୍ଯ୍ୟାନୁଷ୍ଠାନ ନିଆଯାଉ । ଆଇନର ଶାସନ ପ୍ରତିଷ୍ଠା ପାଇଁ ପ୍ରଶାସନ ସକ୍ରିୟ ହେବା ଆବଶ୍ୟକ । [1186, 763, 1494, 863]
solution-cell: 6 [1471, 2052, 1488, 2069]
letter-author: ଲକ୍ଷ୍ମୀଧର ବିଶ୍ୱାଳ, କିଳିଦି କଲୋନୀ, ଭୁବନେଶ୍ୱର [1241, 1050, 1494, 1065]
sudoku-cell[interactable]: 7 [1279, 1779, 1304, 1805]
pachisha-date: ୩୧ ମେ ୧୯୮୯ [213, 846, 299, 902]
sudoku-cell[interactable] [1405, 1989, 1430, 2015]
sudoku-cell[interactable] [1430, 1963, 1455, 1989]
chirantani-poem [8, 59, 302, 227]
letter-3 [1186, 696, 1494, 1065]
main-article-col2b: ଗୁଜରାଟ ମଡେଲ ଉପରେ ଅନେକ ବିତର୍କ ହୋଇଛି । ସେଠାରେ ଶିଳ୍ପ ବିକାଶ ହୋଇଥିଲେ ମଧ୍ୟ ସାମାଜିକ ସୂଚକାଙ୍କରେ ରାଜ୍ୟ ପଛରେ ରହିଛି । ଶିଶୁ ପୁଷ୍ଟିହୀନତା, ମହିଳା ଶିକ୍ଷା ଓ ସ୍ୱାସ୍ଥ୍ୟ କ୍ଷେତ୍ରରେ ଆହୁରି ଉନ୍ନତି ଆବଶ୍ୟକ । ନୂଆ ସରକାର ଯଦି ପ୍ରକୃତରେ ସବୁଙ୍କ ବିକାଶ ଚାହାନ୍ତି, ତେବେ ସମସ୍ତ ବର୍ଗ ଓ ଅଞ୍ଚଳକୁ ସାଥିରେ ନେଇ ଚାଲିବାକୁ ପଡ଼ିବ । ଗଣତନ୍ତ୍ରରେ ବିରୋଧୀ ଦଳର ଭୂମିକା ମଧ୍ୟ ଗୁରୁତ୍ୱପୂର୍ଣ୍ଣ । ସରକାରଙ୍କୁ ଉତ୍ତରଦାୟୀ କରିବାର ଦାୟିତ୍ୱ ସେମାନଙ୍କ ଉପରେ । [594, 613, 856, 781]
sudoku-cell[interactable] [1430, 1884, 1455, 1910]
solution-cell: 9 [1384, 2191, 1401, 2208]
sudoku-cell[interactable] [1304, 1779, 1329, 1805]
solution-cell: 7 [1453, 2086, 1470, 2104]
pachisha-bullet: ● ବିଦିଶ୍ୟ ମୁଦ୍ରା ନୀତିରେ ଭାରତ ସବୁ ବାଣିଜ୍ୟ ତଳାଇବାକୁ ଚନ୍ତାରେ ପ୍ରସ୍ତାବ । [10, 985, 302, 1019]
solution-cell: 9 [1349, 2157, 1366, 2174]
solution-cell: 7 [1332, 2157, 1349, 2174]
sudoku-cell[interactable] [1430, 1989, 1455, 2015]
info-note: କେବଳ ସମ୍ପାଦକଙ୍କୁ ପତ୍ର, ଲେଖା ଓ ଖବର ପାଇଁ ବ୍ୟବହାର କରନ୍ତୁ : [1199, 1520, 1483, 1551]
letter-author: ଘନଶ୍ୟାମ ମେହେର, ହରିଚନ୍ଦନପୁର, କେନ୍ଦୁଝର [1269, 308, 1494, 323]
sudoku-cell[interactable] [1405, 1884, 1430, 1910]
solution-cell: 2 [1419, 2139, 1436, 2157]
solution-cell: 3 [1471, 2069, 1488, 2086]
bottom-strip [0, 2325, 1500, 2339]
letter-author: ପ୍ରଦ୍ୟୁମ୍ନ ଦାସ, କଟକ ରୋଡ୍, ଭୁବନେଶ୍ୱର [1269, 653, 1494, 668]
main-headline: ଅସନ୍ତୁଳିତ କ୍ୟାବିନେଟ୍ [425, 87, 1025, 161]
letter-heading: ମାତୃଭାଷାର ଉନ୍ନତି [1239, 1060, 1441, 1090]
solution-cell: 4 [1401, 2174, 1418, 2191]
sudoku-cell[interactable] [1229, 1937, 1254, 1963]
